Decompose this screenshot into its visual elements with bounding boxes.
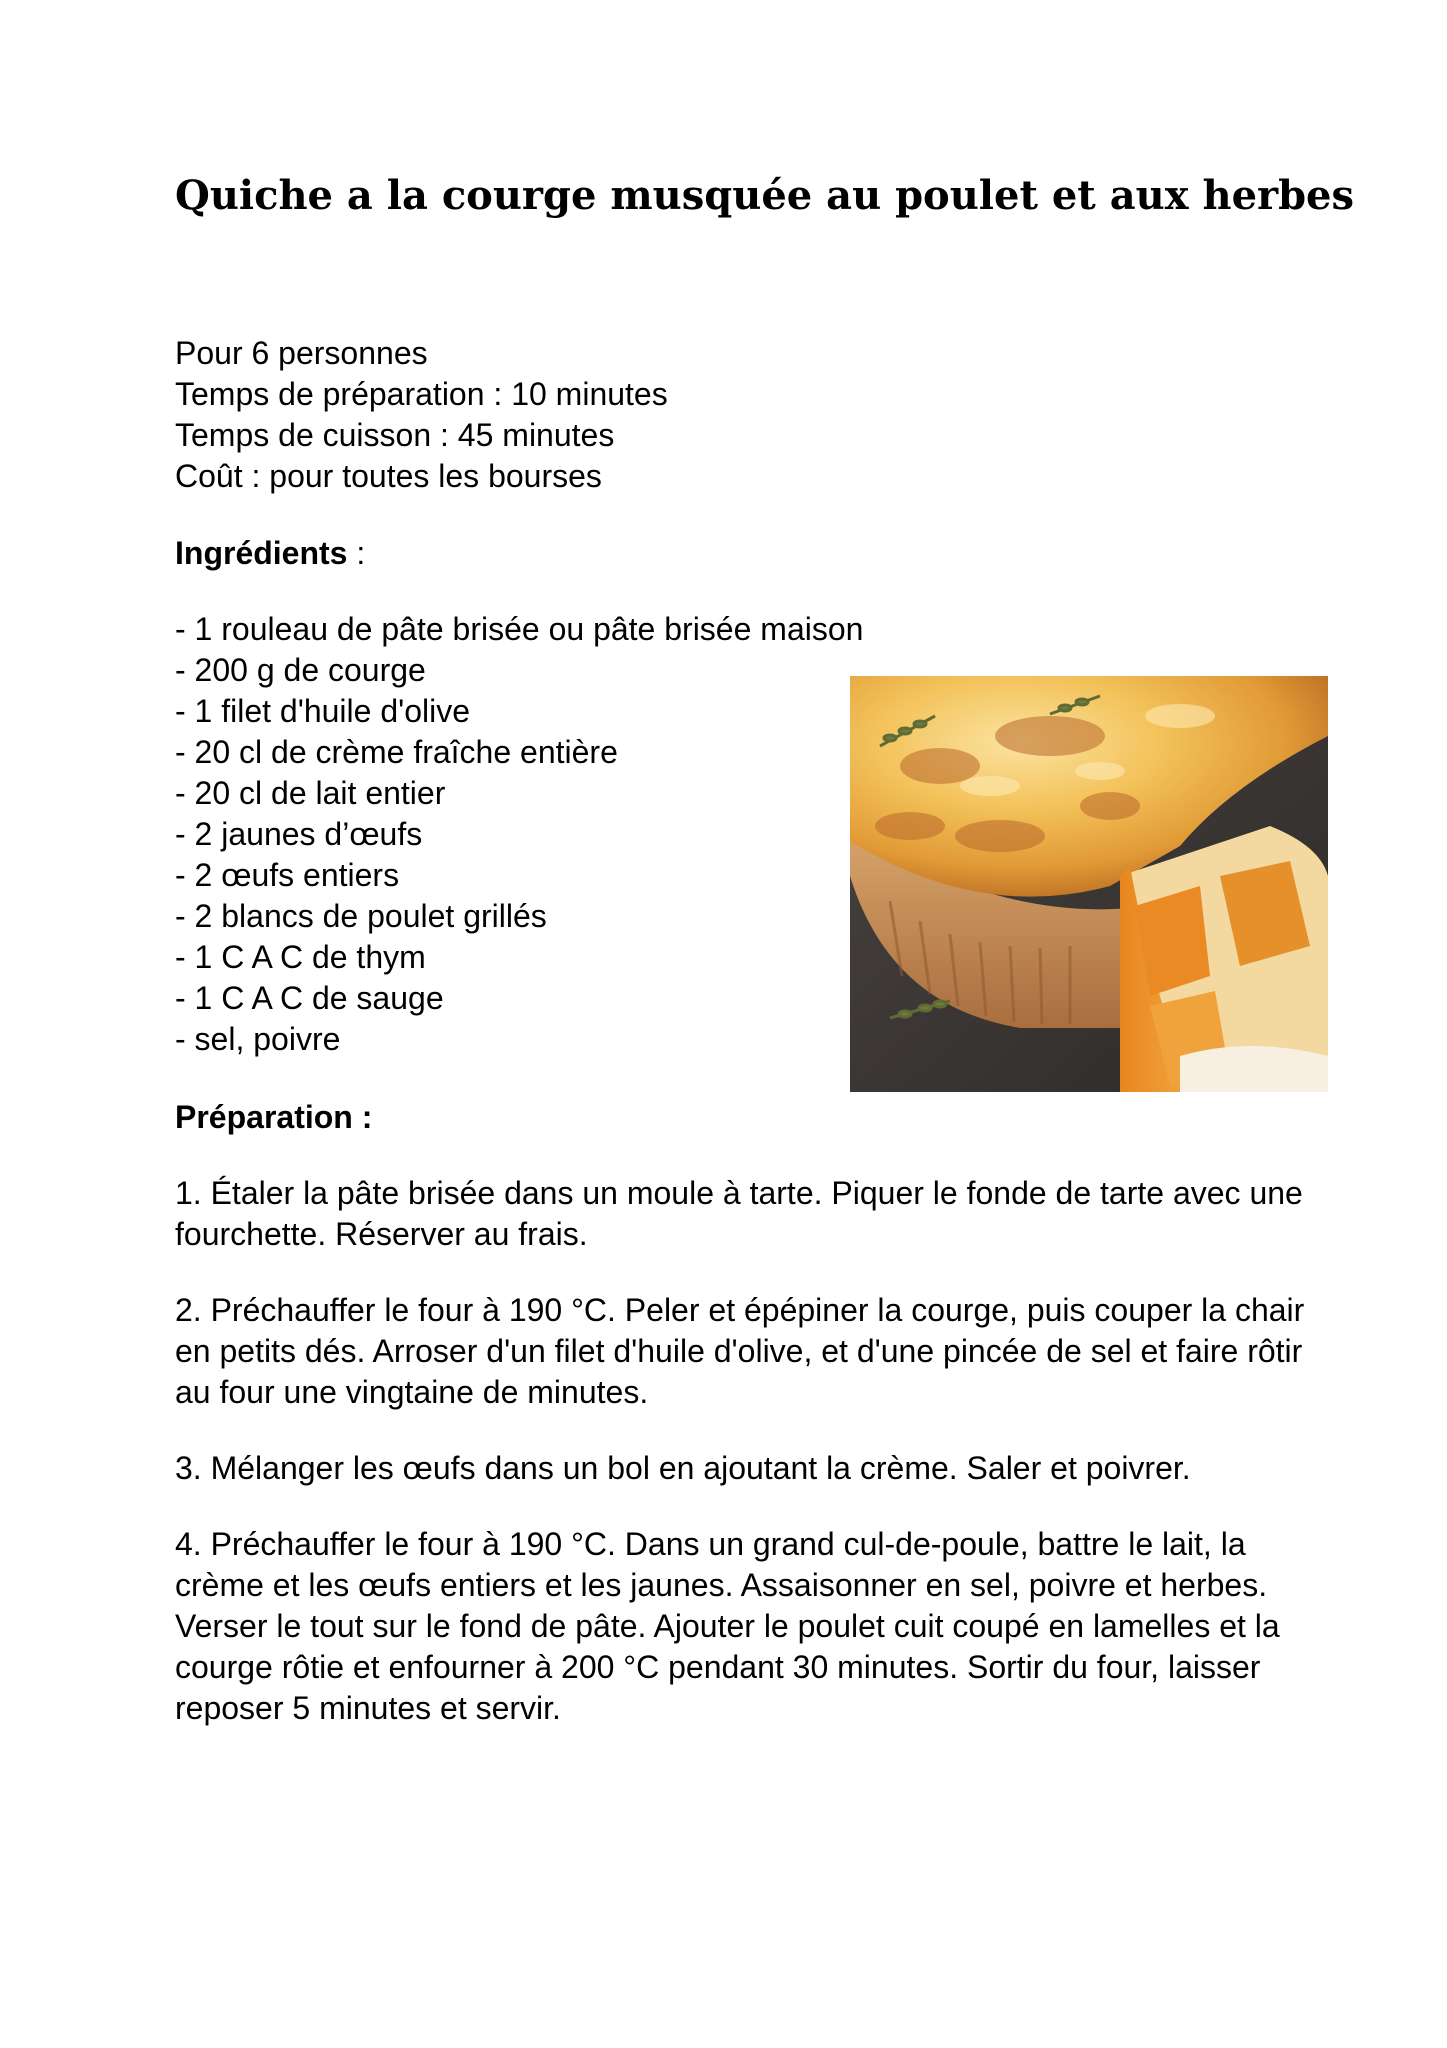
preparation-heading — [175, 1097, 372, 1138]
recipe-meta — [175, 333, 668, 497]
list-item: - 20 cl de lait entier — [175, 775, 446, 811]
cook-time: Temps de cuisson : 45 minutes — [175, 417, 615, 453]
prep-time: Temps de préparation : 10 minutes — [175, 376, 668, 412]
list-item: - 2 blancs de poulet grillés — [175, 898, 547, 934]
step-1: 1. Étaler la pâte brisée dans un moule à tarte. Piquer le fonde de tarte avec une fourchette. Réserver au frais. — [175, 1175, 1303, 1252]
cost: Coût : pour toutes les bourses — [175, 458, 602, 494]
ingredients-list — [175, 609, 863, 1060]
list-item: - 2 œufs entiers — [175, 857, 400, 893]
list-item: - 1 rouleau de pâte brisée ou pâte brisée maison — [175, 611, 864, 647]
ingredients-heading-label: Ingrédients — [175, 535, 348, 571]
step-2: 2. Préchauffer le four à 190 °C. Peler et épépiner la courge, puis couper la chair en petits dés. Arroser d'un filet d'huile d'olive, et d'une pincée de sel et faire rôtir au four une vingtaine de minutes. — [175, 1292, 1305, 1410]
list-item: - 200 g de courge — [175, 652, 426, 688]
quiche-illustration — [850, 676, 1328, 1092]
list-item: - 1 C A C de thym — [175, 939, 426, 975]
quiche-photo — [850, 676, 1328, 1092]
preparation-steps — [175, 1173, 1305, 1764]
ingredients-heading — [175, 533, 365, 574]
ingredients-heading-colon: : — [347, 535, 366, 571]
step-3: 3. Mélanger les œufs dans un bol en ajoutant la crème. Saler et poivrer. — [175, 1450, 1191, 1486]
preparation-heading-label: Préparation : — [175, 1099, 373, 1135]
servings: Pour 6 personnes — [175, 335, 428, 371]
list-item: - sel, poivre — [175, 1021, 341, 1057]
slice-crust-base — [1180, 1046, 1328, 1092]
list-item: - 1 C A C de sauge — [175, 980, 444, 1016]
list-item: - 20 cl de crème fraîche entière — [175, 734, 618, 770]
list-item: - 1 filet d'huile d'olive — [175, 693, 471, 729]
page-title: Quiche a la courge musquée au poulet et aux herbes — [175, 172, 1355, 219]
step-4: 4. Préchauffer le four à 190 °C. Dans un grand cul-de-poule, battre le lait, la crème et les œufs entiers et les jaunes. Assaisonner en sel, poivre et herbes. Verser le tout sur le fond de pâte. Ajouter le poulet cuit coupé en lamelles et la courge rôtie et enfourner à 200 °C pendant 30 minutes. Sortir du four, laisser reposer 5 minutes et servir. — [175, 1526, 1280, 1726]
list-item: - 2 jaunes d’œufs — [175, 816, 423, 852]
